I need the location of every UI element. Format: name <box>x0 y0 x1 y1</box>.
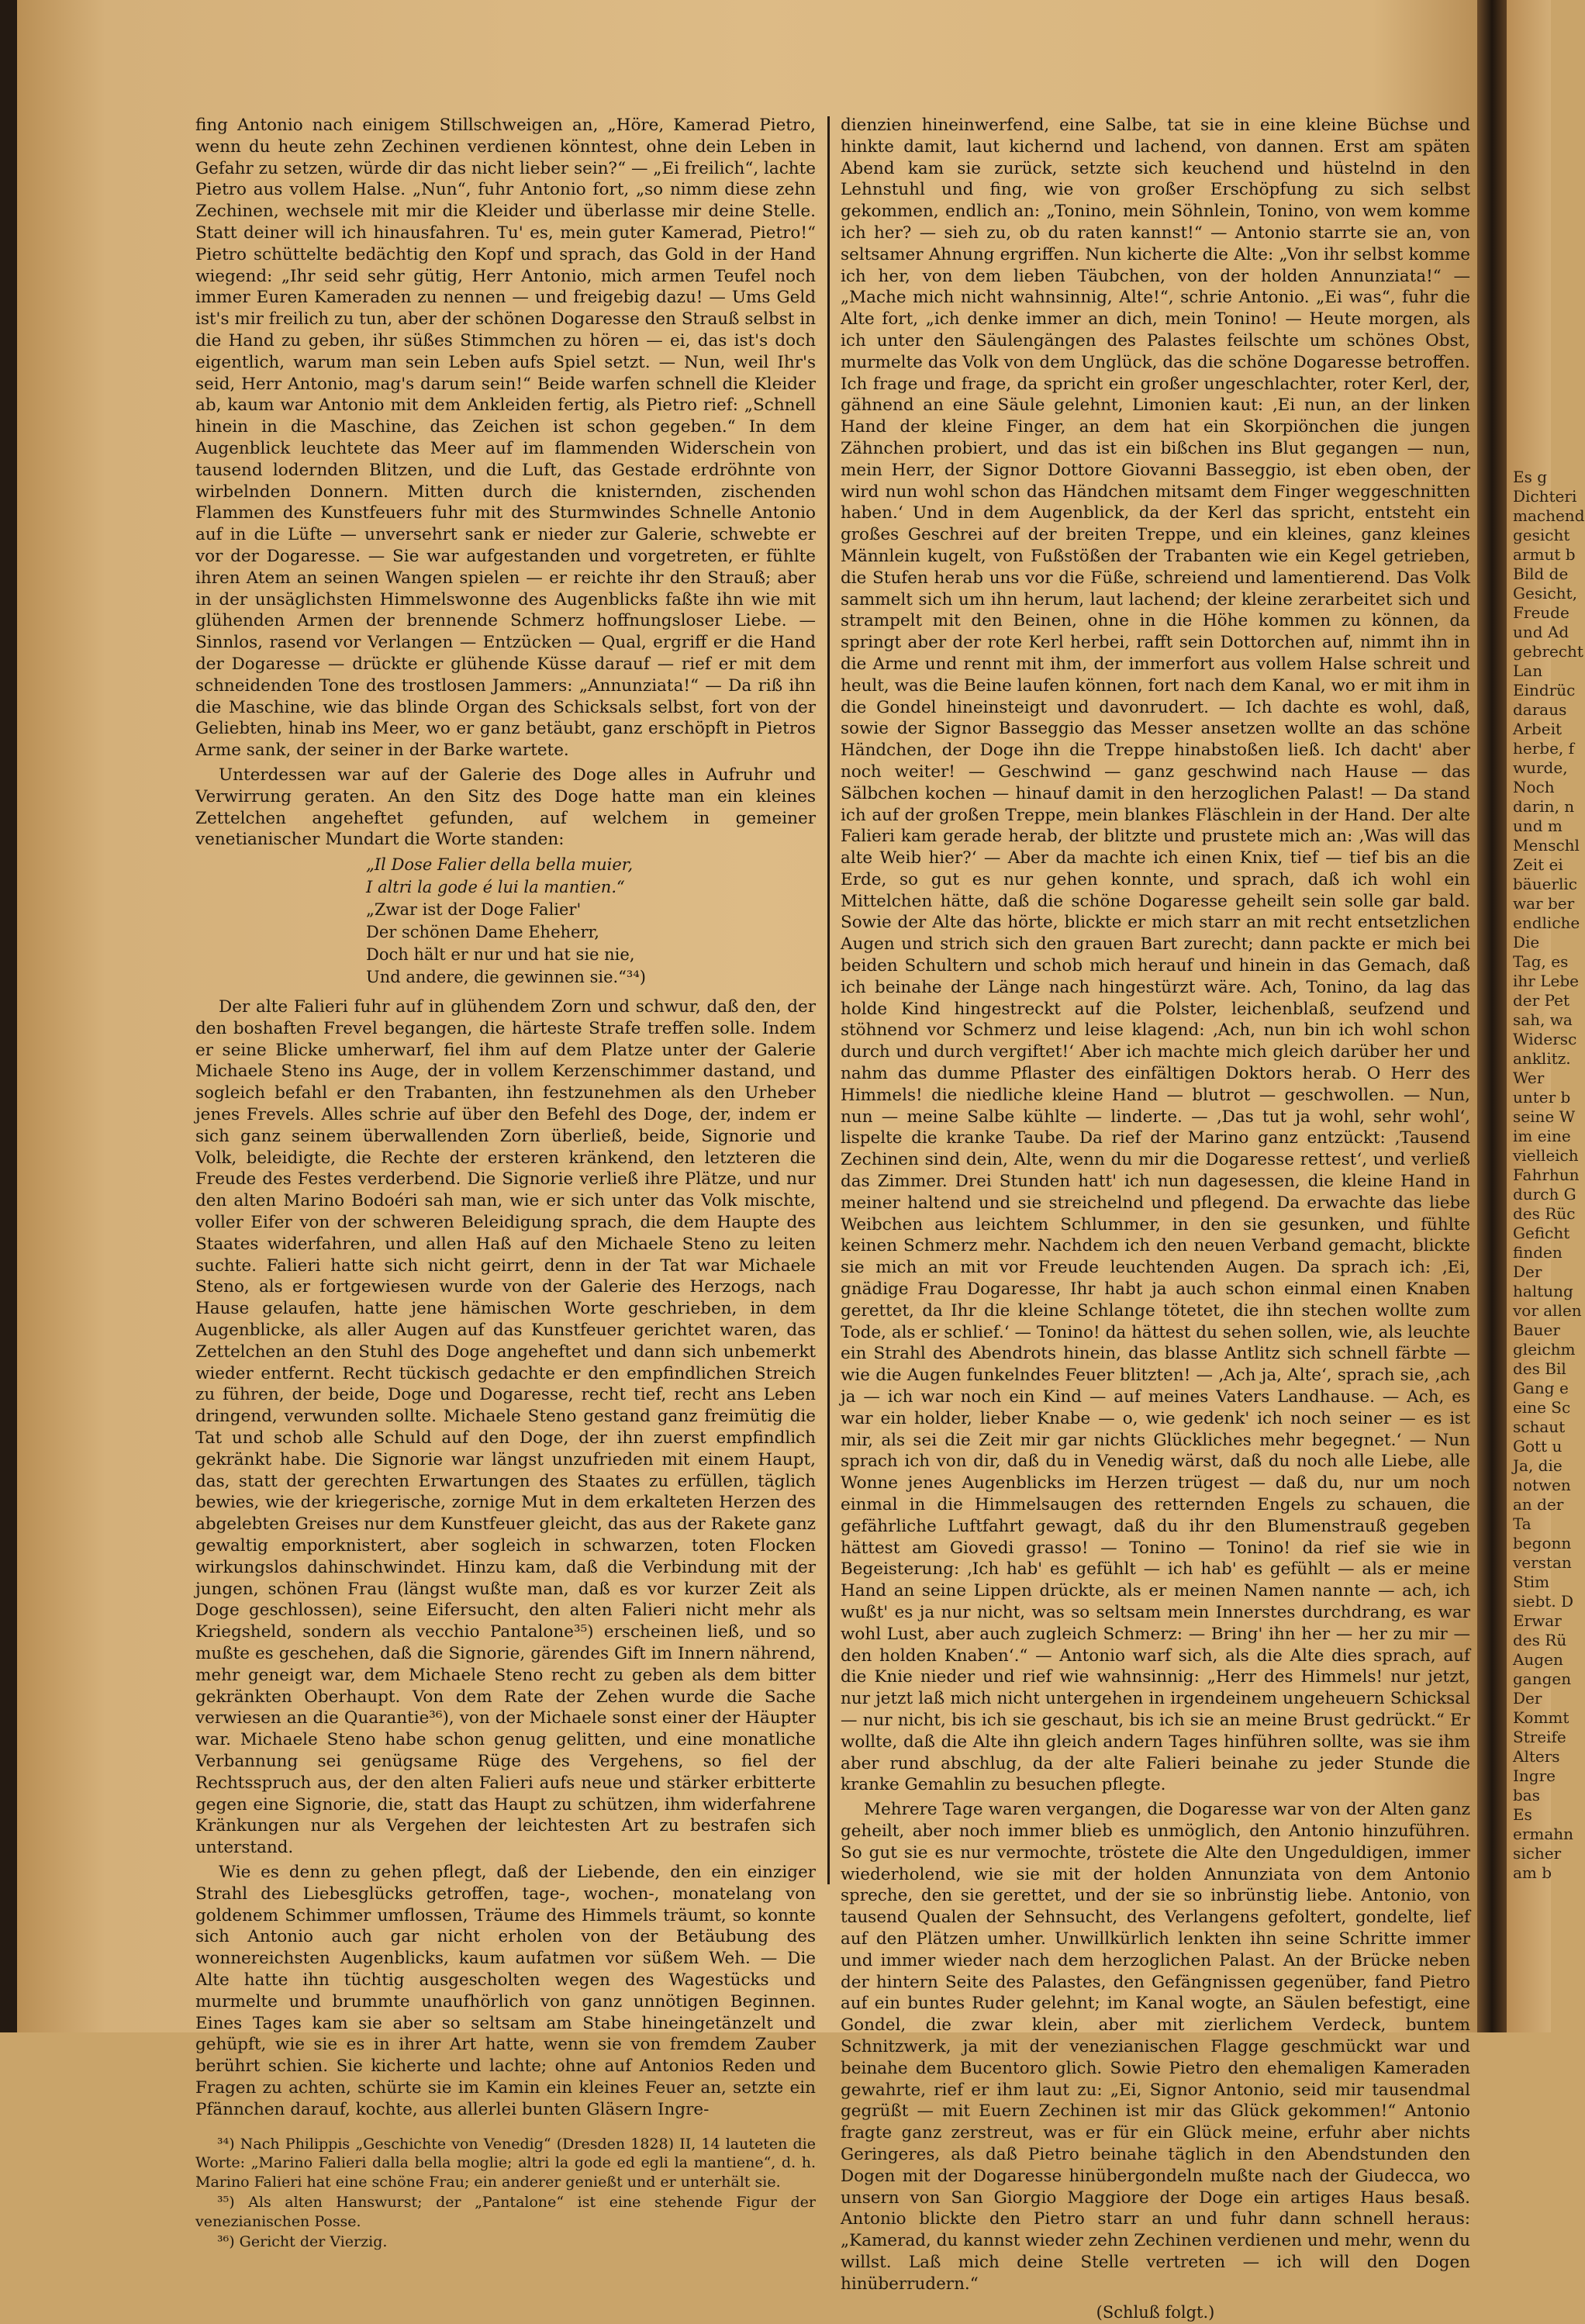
adjacent-page-fragment: Augen <box>1513 1650 1563 1669</box>
adjacent-page-fragment: endliche <box>1513 913 1580 932</box>
adjacent-page-fragment: darin, n <box>1513 797 1575 816</box>
adjacent-page-fragment: wurde, <box>1513 758 1568 777</box>
adjacent-page-fragment: ihr Lebe <box>1513 972 1579 990</box>
adjacent-page-fragment: Menschl <box>1513 836 1580 855</box>
adjacent-page-fragment: Ja, die <box>1513 1456 1563 1475</box>
adjacent-page-fragment: siebt. D <box>1513 1592 1574 1611</box>
verse-line: „Zwar ist der Doge Falier' <box>366 900 582 920</box>
adjacent-page-fragment: gesicht <box>1513 526 1570 544</box>
adjacent-page-fragment: ermahn <box>1513 1825 1574 1843</box>
adjacent-page-fragment: der Pet <box>1513 991 1569 1010</box>
paragraph: Mehrere Tage waren vergangen, die Dogaresse war von der Alten ganz geheilt, aber noch immer blieb es unmöglich, den Antonio hinzuführen. So gut sie es nur vermochte, tröstete die Alte den Ungeduldigen, immer wiederholend, wie sie mit der holden Annunziata von dem Antonio spreche, den sie gerettet, und der sie so inbrünstig liebe. Antonio, von tausend Qualen der Sehnsucht, des Verlangens gefoltert, gondelte, lief auf den Plätzen umher. Unwillkürlich lenkten ihn seine Schritte immer und immer wieder nach dem herzoglichen Palast. An der Brücke neben der hintern Seite des Palastes, den Gefängnissen gegenüber, fand Pietro auf ein buntes Ruder gelehnt; im Kanal wogte, an Säulen befestigt, eine Gondel, die zwar klein, aber mit zierlichem Verdeck, buntem Schnitzwerk, ja mit der venezianischen Flagge geschmückt war und beinahe dem Bucentoro glich. Sowie Pietro den ehemaligen Kameraden gewahrte, rief er ihm laut zu: „Ei, Signor Antonio, seid mir tausendmal gegrüßt — mit Euern Zechinen ist mir das Glück gekommen!“ Antonio fragte ganz zerstreut, was er für ein Glück meine, erfuhr aber nichts Geringeres, als daß Pietro beinahe täglich in den Abendstunden den Dogen mit der Dogaresse hinübergondeln mußte nach der Giudecca, wo unsern von San Giorgio Maggiore der Doge ein artiges Haus besaß. Antonio blickte den Pietro starr an und fuhr dann schnell heraus: „Kamerad, du kannst wieder zehn Zechinen verdienen und mehr, wenn du willst. Laß mich deine Stelle vertreten — ich will den Dogen hinüberrudern.“ <box>841 1800 1470 2294</box>
adjacent-page-fragment: Gang e <box>1513 1379 1569 1397</box>
adjacent-page-fragment: begonn <box>1513 1534 1572 1552</box>
adjacent-page-fragment: durch G <box>1513 1185 1576 1203</box>
adjacent-page-fragment: gleichm <box>1513 1340 1576 1359</box>
adjacent-page-fragment: Alters <box>1513 1747 1560 1766</box>
adjacent-page-fragment: war ber <box>1513 894 1575 913</box>
adjacent-page-fragment: Die <box>1513 933 1540 951</box>
paragraph: Unterdessen war auf der Galerie des Doge alles in Aufruhr und Verwirrung geraten. An den Sitz des Doge hatte man ein kleines Zettelchen angeheftet gefunden, auf welchem in gemeiner venetianischer Mundart die Worte standen: <box>195 765 816 850</box>
adjacent-page-fragment: Noch <box>1513 778 1555 796</box>
adjacent-page-fragment: gangen <box>1513 1670 1572 1688</box>
adjacent-page-fragment: Lan <box>1513 661 1543 680</box>
adjacent-page-fragment: Ta <box>1513 1514 1531 1533</box>
adjacent-page-fragment: Bild de <box>1513 565 1569 583</box>
paragraph: fing Antonio nach einigem Stillschweigen an, „Höre, Kamerad Pietro, wenn du heute zehn Zechinen verdienen könntest, ohne dein Leben in Gefahr zu setzen, würde dir das nicht lieber sein?“ — „Ei freilich“, lachte Pietro aus vollem Halse. „Nun“, fuhr Antonio fort, „so nimm diese zehn Zechinen, wechsele mit mir die Kleider und überlasse mir deine Stelle. Statt deiner will ich hinausfahren. Tu' es, mein guter Kamerad, Pietro!“ Pietro schüttelte bedächtig den Kopf und sprach, das Gold in der Hand wiegend: „Ihr seid sehr gütig, Herr Antonio, mich armen Teufel noch immer Euren Kameraden zu nennen — und freigebig dazu! — Ums Geld ist's mir freilich zu tun, aber der schönen Dogaresse den Strauß selbst in die Hand zu geben, ihr süßes Stimmchen zu hören — ei, das ist's doch eigentlich, warum man sein Leben aufs Spiel setzt. — Nun, weil Ihr's seid, Herr Antonio, mag's darum sein!“ Beide warfen schnell die Kleider ab, kaum war Antonio mit dem Ankleiden fertig, als Pietro rief: „Schnell hinein in die Maschine, das Zeichen ist schon gegeben.“ In dem Augenblick leuchtete das Meer auf im flammenden Widerschein von tausend lodernden Blitzen, und die Luft, das Gestade erdröhnte von wirbelnden Donnern. Mitten durch die knisternden, zischenden Flammen des Kunstfeuers fuhr mit des Sturmwindes Schnelle Antonio auf in die Lüfte — unversehrt sank er nieder zur Galerie, schwebte er vor der Dogaresse. — Sie war aufgestanden und vorgetreten, er fühlte ihren Atem an seinen Wangen spielen — er reichte ihr den Strauß; aber in der unsäglichsten Himmelswonne des Augenblicks faßte ihn wie mit glühenden Armen der brennende Schmerz hoffnungsloser Liebe. — Sinnlos, rasend vor Verlangen — Entzücken — Qual, ergriff er die Hand der Dogaresse — drückte er glühende Küsse darauf — rief er mit dem schneidenden Tone des trostlosen Jammers: „Annunziata!“ — Da riß ihn die Maschine, wie das blinde Organ des Schicksals selbst, fort von der Geliebten, hinab ins Meer, wo er ganz betäubt, ganz erschöpft in Pietros Arme sank, der seiner in der Barke wartete. <box>195 116 816 761</box>
adjacent-page-fragment: Geficht <box>1513 1224 1570 1242</box>
adjacent-page-fragment: Widersc <box>1513 1030 1577 1048</box>
adjacent-page-fragment: Dichteri <box>1513 487 1577 506</box>
footnotes <box>195 2135 816 2252</box>
adjacent-page-fragment: verstan <box>1513 1553 1572 1572</box>
paragraph: Der alte Falieri fuhr auf in glühendem Zorn und schwur, daß den, der den boshaften Frevel begangen, die härteste Strafe treffen solle. Indem er seine Blicke umherwarf, fiel ihm auf dem Platze unter der Galerie Michaele Steno ins Auge, der in vollem Kerzenschimmer dastand, und sogleich befahl er den Trabanten, ihn festzunehmen als den Urheber jenes Frevels. Alles schrie auf über den Befehl des Doge, der, indem er sich ganz seinem überwallenden Zorn überließ, beide, Signorie und Volk, beleidigte, die Rechte der ersteren kränkend, den letzteren die Freude des Festes verderbend. Die Signorie verließ ihre Plätze, und nur den alten Marino Bodoéri sah man, wie er sich unter das Volk mischte, voller Eifer von der schweren Beleidigung sprach, die dem Haupte des Staates widerfahren, und allen Haß auf den Michaele Steno zu leiten suchte. Falieri hatte sich nicht geirrt, denn in der Tat war Michaele Steno, als er fortgewiesen wurde von der Galerie des Herzogs, nach Hause gelaufen, hatte jene hämischen Worte geschrieben, in dem Augenblicke, als aller Augen auf das Kunstfeuer gerichtet waren, das Zettelchen an den Stuhl des Doge angeheftet und dann sich unbemerkt wieder entfernt. Recht tückisch gedachte er den empfindlichen Streich zu führen, der beide, Doge und Dogaresse, recht tief, recht ans Leben dringend, verwunden sollte. Michaele Steno gestand ganz freimütig die Tat und schob alle Schuld auf den Doge, der ihn zuerst empfindlich gekränkt habe. Die Signorie war längst unzufrieden mit einem Haupt, das, statt der gerechten Erwartungen des Staates zu erfüllen, täglich bewies, wie der kriegerische, zornige Mut in dem erkalteten Herzen des abgelebten Greises nur dem Kunstfeuer gleicht, das aus der Rakete ganz gewaltig emporknistert, aber sogleich in schwarzen, toten Flocken wirkungslos dahinschwindet. Hinzu kam, daß die Verbindung mit der jungen, schönen Frau (längst wußte man, daß es vor kurzer Zeit als Doge geschlossen), seine Eifersucht, den alten Falieri nicht mehr als Kriegsheld, sondern als vecchio Pantalone³⁵) erscheinen ließ, und so mußte es geschehen, daß die Signorie, gärendes Gift im Innern nährend, mehr geneigt war, dem Michaele Steno recht zu geben als dem bitter gekränkten Oberhaupt. Von dem Rate der Zehen wurde die Sache verwiesen an die Quarantie³⁶), von der Michaele sonst einer der Häupter war. Michaele Steno habe schon genug gelitten, und eine monatliche Verbannung sei genügsame Rüge des Vergehens, so fiel der Rechtsspruch aus, der den alten Falieri aufs neue und stärker erbitterte gegen eine Signorie, die, statt das Haupt zu schützen, ihm widerfahrene Kränkungen nur als Vergehen der leichtesten Art zu bestrafen sich unterstand. <box>195 997 816 1858</box>
adjacent-page-fragment: Freude <box>1513 603 1569 622</box>
adjacent-page-fragment: Streife <box>1513 1728 1566 1746</box>
adjacent-page-fragment: des Bil <box>1513 1359 1566 1378</box>
adjacent-page-fragment: gebrecht <box>1513 642 1583 661</box>
footnote: ³⁴) Nach Philippis „Geschichte von Venedig“ (Dresden 1828) II, 14 lauteten die Worte: „Marino Falieri dalla bella moglie; altri la gode ed egli la mantiene“, d. h. Marino Falieri hat eine schöne Frau; ein anderer genießt und er unterhält sie. <box>195 2135 816 2191</box>
book-binding-shadow <box>0 0 17 2032</box>
adjacent-page-fragment: seine W <box>1513 1107 1576 1126</box>
adjacent-page-fragment: Kommt <box>1513 1708 1569 1727</box>
adjacent-page-fragment: schaut <box>1513 1418 1566 1436</box>
adjacent-page-fragment: daraus <box>1513 700 1567 719</box>
adjacent-page-fragment: Eindrüc <box>1513 681 1576 699</box>
verse-line: I altri la gode é lui la mantien.“ <box>366 878 625 897</box>
adjacent-page-fragment: bas <box>1513 1786 1540 1804</box>
adjacent-page-fragment: Der <box>1513 1262 1542 1281</box>
adjacent-page-fragment: Es g <box>1513 468 1548 486</box>
adjacent-page-fragment: finden <box>1513 1243 1563 1262</box>
column-divider <box>827 116 830 1884</box>
adjacent-page-fragment: notwen <box>1513 1476 1571 1494</box>
adjacent-page-fragment: anklitz. <box>1513 1049 1571 1068</box>
adjacent-page-fragment: Es <box>1513 1805 1532 1824</box>
paragraph: dienzien hineinwerfend, eine Salbe, tat sie in eine kleine Büchse und hinkte damit, laut kichernd und lachend, von dannen. Erst am späten Abend kam sie zurück, setzte sich keuchend und hüstelnd in den Lehnstuhl und fing, wie von großer Erschöpfung zu sich selbst gekommen, endlich an: „Tonino, mein Söhnlein, Tonino, von wem komme ich her? — sieh zu, ob du raten kannst!“ — Antonio starrte sie an, von seltsamer Ahnung ergriffen. Nun kicherte die Alte: „Von ihr selbst komme ich her, von dem lieben Täubchen, von der holden Annunziata!“ — „Mache mich nicht wahnsinnig, Alte!“, schrie Antonio. „Ei was“, fuhr die Alte fort, „ich denke immer an dich, mein Tonino! — Heute morgen, als ich unter den Säulengängen des Palastes feilschte um schönes Obst, murmelte das Volk von dem Unglück, das die schöne Dogaresse betroffen. Ich frage und frage, da spricht ein großer ungeschlachter, roter Kerl, der, gähnend an eine Säule gelehnt, Limonien kaut: ‚Ei nun, an der linken Hand der kleine Finger, an dem hat ein Skorpiönchen die jungen Zähnchen probiert, und das ist ein bißchen ins Blut gegangen — nun, mein Herr, der Signor Dottore Giovanni Basseggio, ist eben oben, der wird nun wohl schon das Händchen mitsamt dem Finger weggeschnitten haben.‘ Und in dem Augenblick, da der Kerl das spricht, entsteht ein großes Geschrei auf der breiten Treppe, und ein kleines, ganz kleines Männlein kugelt, von Fußstößen der Trabanten wie ein Kegel getrieben, die Stufen herab uns vor die Füße, schreiend und lamentierend. Das Volk sammelt sich um ihn herum, laut lachend; der kleine zerarbeitet sich und strampelt mit den Beinen, ohne in die Höhe kommen zu können, da springt aber der rote Kerl herbei, rafft sein Dottorchen auf, nimmt ihn in die Arme und rennt mit ihm, der immerfort aus vollem Halse schreit und heult, was die Beine laufen können, fort nach dem Kanal, wo er mit ihm in die Gondel hineinsteigt und davonrudert. — Ich dachte es wohl, daß, sowie der Signor Basseggio das Messer ansetzen wollte an das schöne Händchen, der Doge ihn die Treppe hinabstoßen ließ. Ich dacht' aber noch weiter! — Geschwind — ganz geschwind nach Hause — das Sälbchen kochen — hinauf damit in den herzoglichen Palast! — Da stand ich auf der großen Treppe, mein blankes Fläschlein in der Hand. Der alte Falieri kam gerade herab, der blitzte und prustete mich an: ‚Was will das alte Weib hier?‘ — Aber da machte ich einen Knix, tief — tief bis an die Erde, so gut es nur gehen konnte, und sprach, daß ich wohl ein Mittelchen hätte, daß die schöne Dogaresse geheilt sein solle gar bald. Sowie der Alte das hörte, blickte er mich starr an mit recht entsetzlichen Augen und strich sich den grauen Bart zurecht; dann packte er mich bei beiden Schultern und schob mich herauf und hinein in das Gemach, daß ich beinahe der Länge nach hingestürzt wäre. Ach, Tonino, da lag das holde Kind hingestreckt auf die Polster, leichenblaß, seufzend und stöhnend vor Schmerz und leise klagend: ‚Ach, nun bin ich wohl schon durch und durch vergiftet!‘ Aber ich machte mich gleich darüber her und nahm das dumme Pflaster des einfältigen Doktors herab. O Herr des Himmels! die niedliche kleine Hand — blutrot — geschwollen. — Nun, nun — meine Salbe kühlte — linderte. — ‚Das tut ja wohl, sehr wohl‘, lispelte die kranke Taube. Da rief der Marino ganz entzückt: ‚Tausend Zechinen sind dein, Alte, wenn du mir die Dogaresse rettest‘, und verließ das Zimmer. Drei Stunden hatt' ich nun dagesessen, die kleine Hand in meiner haltend und sie streichelnd und pflegend. Da erwachte das liebe Weibchen aus leichtem Schlummer, in den sie gesunken, und fühlte keinen Schmerz mehr. Nachdem ich den neuen Verband gemacht, blickte sie mich an mit vor Freude leuchtenden Augen. Da sprach ich: ‚Ei, gnädige Frau Dogaresse, Ihr habt ja auch schon einmal einen Knaben gerettet, da Ihr die kleine Schlange tötetet, die ihn stechen wollte zum Tode, als er schlief.‘ — Tonino! da hättest du sehen sollen, wie, als leuchte ein Strahl des Abendrots hinein, das blasse Antlitz sich schnell färbte — wie die Augen funkelndes Feuer blitzten! — ‚Ach ja, Alte‘, sprach sie, ‚ach ja — ich war noch ein Kind — auf meines Vaters Landhause. — Ach, es war ein holder, lieber Knabe — o, wie gedenk' ich noch seiner — es ist mir, als sei die Zeit mir gar nichts Glückliches mehr begegnet.‘ — Nun sprach ich von dir, daß du in Venedig wärst, daß du noch alle Liebe, alle Wonne jenes Augenblicks im Herzen trügest — daß du, nur um noch einmal in die Himmelsaugen des retternden Engels zu schauen, die gefährliche Luftfahrt gewagt, daß du ihr den Blumenstrauß gegeben hättest am Giovedi grasso! — Tonino — Tonino! da rief sie wie in Begeisterung: ‚Ich hab' es gefühlt — ich hab' es gefühlt — als er meine Hand an seine Lippen drückte, als er meinen Namen nannte — ach, ich wußt' es ja nur nicht, was so seltsam mein Innerstes durchdrang, es war wohl Lust, aber auch zugleich Schmerz: — Bring' ihn her — her zu mir — den holden Knaben‘.“ — Antonio warf sich, als die Alte dies sprach, auf die Knie nieder und rief wie wahnsinnig: „Herr des Himmels! nur jetzt, nur jetzt laß mich nicht untergehen in irgendeinem ungeheuern Schicksal — nur nicht, bis ich sie geschaut, bis ich sie an meine Brust gedrückt.“ Er wollte, daß die Alte ihn gleich andern Tages hinführen sollte, was sie ihm aber rund abschlug, da der alte Falieri beinahe zu jeder Stunde die kranke Gemahlin zu besuchen pflegte. <box>841 116 1470 1795</box>
adjacent-page-fragment: Fahrhun <box>1513 1165 1580 1184</box>
adjacent-page-fragment: an der <box>1513 1495 1564 1514</box>
verse-line: Und andere, die gewinnen sie.“³⁴) <box>366 968 646 987</box>
left-text-column <box>195 115 816 2253</box>
adjacent-page-fragment: Stim <box>1513 1573 1550 1591</box>
adjacent-page-fragment: unter b <box>1513 1088 1571 1107</box>
adjacent-page-fragment: Gesicht, <box>1513 584 1577 603</box>
adjacent-page-fragment: machend <box>1513 506 1585 525</box>
adjacent-page-fragment: Erwar <box>1513 1611 1562 1630</box>
paragraph: Wie es denn zu gehen pflegt, daß der Liebende, den ein einziger Strahl des Liebesglücks getroffen, tage-, wochen-, monatelang von goldenem Schimmer umflossen, Träume des Himmels träumt, so konnte sich Antonio auch gar nicht erholen von der Betäubung des wonnereichsten Augenblicks, kaum aufatmen vor süßem Weh. — Die Alte hatte ihn tüchtig ausgescholten wegen des Wagestücks und murmelte und brummte unaufhörlich von ganz unnötigen Beginnen. Eines Tages kam sie aber so seltsam am Stabe hineingetänzelt und gehüpft, wie sie es in ihrer Art hatte, wenn sie von fremdem Zauber berührt schien. Sie kicherte und lachte; ohne auf Antonios Reden und Fragen zu achten, schürte sie im Kamin ein kleines Feuer an, setzte ein Pfännchen darauf, kochte, aus allerlei bunten Gläsern Ingre- <box>195 1862 816 2119</box>
continuation-note: (Schluß folgt.) <box>1096 2303 1215 2322</box>
adjacent-page-fragment: sicher <box>1513 1844 1562 1863</box>
adjacent-page-fragment: Zeit ei <box>1513 855 1563 874</box>
right-text-column <box>841 115 1470 2324</box>
adjacent-page-fragment: Bauer <box>1513 1321 1560 1339</box>
adjacent-page-fragment: Arbeit <box>1513 720 1563 738</box>
adjacent-page-fragment: vor allen <box>1513 1301 1582 1320</box>
adjacent-page-fragment: vielleich <box>1513 1146 1579 1165</box>
book-gutter <box>1477 0 1507 2032</box>
adjacent-page-fragment: bäuerlic <box>1513 875 1577 893</box>
adjacent-page-fragment: Der <box>1513 1689 1542 1708</box>
verse-line: „Il Dose Falier della bella muier, <box>366 855 634 875</box>
adjacent-page-fragment: und m <box>1513 817 1563 835</box>
adjacent-page-fragment: eine Sc <box>1513 1398 1571 1417</box>
adjacent-page-fragment: im eine <box>1513 1127 1571 1145</box>
adjacent-page-fragment: armut b <box>1513 545 1576 564</box>
adjacent-page-edge <box>1507 0 1585 2032</box>
adjacent-page-fragment: Ingre <box>1513 1766 1556 1785</box>
adjacent-page-fragment: herbe, f <box>1513 739 1575 758</box>
adjacent-page-fragment: und Ad <box>1513 623 1569 641</box>
adjacent-page-fragment: am b <box>1513 1863 1552 1882</box>
verse-line: Der schönen Dame Eheherr, <box>366 923 599 942</box>
adjacent-page-fragment: Gott u <box>1513 1437 1563 1456</box>
adjacent-page-fragment: des Rüc <box>1513 1204 1576 1223</box>
footnote: ³⁶) Gericht der Vierzig. <box>217 2233 388 2251</box>
adjacent-page-fragment: sah, wa <box>1513 1010 1573 1029</box>
adjacent-page-fragment: Tag, es <box>1513 952 1569 971</box>
verse-line: Doch hält er nur und hat sie nie, <box>366 945 635 965</box>
quoted-verse <box>195 854 816 989</box>
footnote: ³⁵) Als alten Hanswurst; der „Pantalone“ ist eine stehende Figur der venezianischen Posse. <box>195 2194 816 2230</box>
adjacent-page-fragment: des Rü <box>1513 1631 1567 1649</box>
adjacent-page-fragment: Wer <box>1513 1069 1545 1087</box>
adjacent-page-fragment: haltung <box>1513 1282 1573 1300</box>
